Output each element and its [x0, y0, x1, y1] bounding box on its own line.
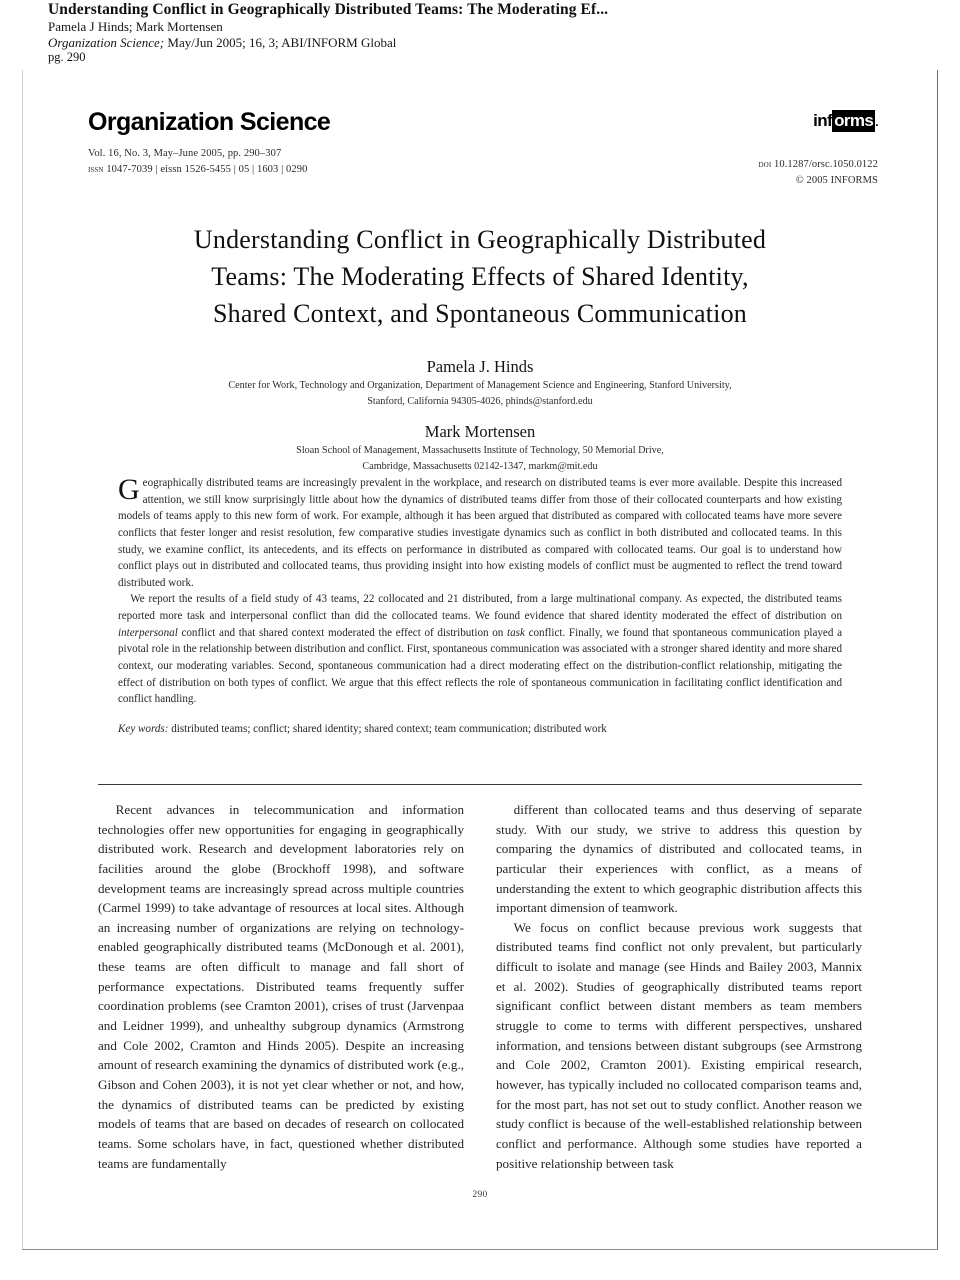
abstract-paragraph-1-text: eographically distributed teams are increasingly prevalent in the workplace, and research on distributed teams is ever more available. Despite this increased attention, we still know surprisingly little about how the dynamics of distributed teams differ from those of their collocated counterparts and how existing models of teams apply to this new form of work. For example, although it has been argued that distributed as compared with collocated teams have more severe conflicts that fester longer and resist resolution, few comparative studies investigate dynamics such as conflict in both distributed and collocated teams. In this study, we examine conflict, its antecedents, and its effects on performance in distributed as compared with collocated teams. Our goal is to understand how conflict plays out in distributed and collocated teams, thus providing insight into how existing models of conflict must be augmented to reflect the trend toward distributed work.	[118, 477, 842, 589]
page-right-rule	[937, 70, 938, 1250]
proquest-source-issue: May/Jun 2005; 16, 3; ABI/INFORM Global	[164, 35, 397, 51]
keywords-label: Key words:	[118, 722, 169, 735]
keywords-value: distributed teams; conflict; shared identity; shared context; team communication; distributed work	[168, 722, 607, 735]
journal-masthead	[88, 110, 878, 189]
issn-value: 1047-7039 | eissn 1526-5455 | 05 | 1603 | 0290	[106, 163, 308, 175]
body-column-right	[496, 800, 862, 1173]
author-entry	[120, 356, 840, 410]
proquest-header	[48, 2, 928, 64]
doi-prefix: doi	[758, 159, 772, 170]
doi-line	[759, 157, 878, 173]
doi-block	[759, 157, 878, 189]
page-left-rule	[22, 70, 23, 1250]
abstract-p2-a: We report the results of a field study of 43 teams, 22 collocated and 21 distributed, from a large multinational company. As expected, the distributed teams reported more task and interpersonal conflict than did the collocated teams. We found evidence that shared identity moderated the effect of distribution on	[118, 593, 842, 623]
proquest-authors: Pamela J Hinds; Mark Mortensen	[48, 18, 223, 34]
journal-name: Organization Science	[88, 108, 331, 136]
abstract-paragraph-1	[118, 475, 842, 591]
proquest-page-label: pg. 290	[48, 49, 86, 64]
body-paragraph: Recent advances in telecommunication and information technologies offer new opportunities for engaging in geographically distributed work. Research and development laboratories rely on facilities around the globe (Brockhoff 1998), and software development teams are increasingly spread across multiple countries (Carmel 1999) to take advantage of resources at local sites. Although an increasing number of organizations are relying on technology-enabled geographically distributed teams (McDonough et al. 2001), these teams are often difficult to manage and fall short of performance expectations. Distributed teams frequently suffer coordination problems (see Cramton 2001), crises of trust (Jarvenpaa and Leidner 1999), and unhealthy subgroup dynamics (Armstrong and Cole 2002, Cramton and Hinds 2005). Despite an increasing amount of research examining the dynamics of distributed work (e.g., Gibson and Cohen 2003), it is not yet clear whether or not, and how, the dynamics of distributed teams can be predicted by existing models of teams that are based on decades of research on collocated teams. Some scholars have, in fact, questioned whether distributed teams are fundamentally	[98, 802, 464, 1171]
abstract-dropcap: G	[118, 473, 140, 506]
body-columns	[98, 800, 862, 1173]
authors-block	[120, 356, 840, 475]
copyright-line: © 2005 INFORMS	[795, 174, 878, 186]
article-title-line-1: Understanding Conflict in Geographically Distributed	[193, 225, 767, 254]
informs-logo-boxed: orms	[834, 111, 874, 130]
abstract-paragraph-2	[118, 591, 842, 707]
proquest-source-journal: Organization Science;	[48, 35, 165, 51]
body-paragraph: different than collocated teams and thus deserving of separate study. With our study, we strive to address this question by comparing the dynamics of distributed and collocated teams, in particular their experiences with conflict, as a means of understanding the extent to which geographic distribution affects this important dimension of teamwork.	[496, 802, 862, 916]
proquest-source	[48, 35, 928, 50]
article-title-line-3: Shared Context, and Spontaneous Communication	[213, 298, 747, 328]
author-affiliation-line: Center for Work, Technology and Organization, Department of Management Science and Engineering, Stanford University,	[228, 380, 732, 392]
author-affiliation-line: Stanford, California 94305-4026, phinds@stanford.edu	[367, 396, 593, 408]
issn-prefix: issn	[88, 163, 104, 175]
body-column-left	[98, 800, 464, 1173]
informs-logo-prefix: inf	[813, 111, 833, 130]
proquest-article-title: Understanding Conflict in Geographically Distributed Teams: The Moderating Ef...	[48, 1, 609, 18]
masthead-right	[759, 110, 878, 189]
doi-value: 10.1287/orsc.1050.0122	[774, 159, 878, 170]
abstract-p2-italic-interpersonal: interpersonal	[118, 626, 178, 639]
body-paragraph: We focus on conflict because previous work suggests that distributed teams find conflict not only prevalent, but particularly difficult to isolate and manage (see Hinds and Bailey 2003, Mannix et al. 2002). Studies of geographically distributed teams report significant conflict between distant members as team members struggle to come to terms with different perspectives, unshared information, and tensions between distant subgroups (see Armstrong and Cole 2002, Cramton 2001). Existing empirical research, however, has typically included no collocated comparison teams and, for the most part, has not set out to study conflict. Another reason we study conflict is because of the well-established relationship between conflict and performance. Although some studies have reported a positive relationship between task	[496, 919, 862, 1171]
author-name: Pamela J. Hinds	[426, 357, 534, 376]
article-title-line-2: Teams: The Moderating Effects of Shared Identity,	[211, 261, 749, 291]
journal-volume-line: Vol. 16, No. 3, May–June 2005, pp. 290–307	[88, 148, 282, 159]
abstract-p2-c: conflict. Finally, we found that spontaneous communication played a pivotal role in the relationship between distribution and conflict. First, spontaneous communication was associated with a stronger shared identity and more shared context, our moderating variables. Second, spontaneous communication had a direct moderating effect on the distribution-conflict relationship, mitigating the effect of distribution on both types of conflict. We argue that this effect reflects the role of spontaneous communication in facilitating conflict identification and conflict handling.	[118, 626, 842, 706]
article-title	[120, 222, 840, 333]
page-bottom-rule	[22, 1249, 938, 1250]
masthead-left	[88, 110, 508, 178]
page-folio: 290	[472, 1190, 488, 1200]
author-entry	[120, 421, 840, 475]
informs-logo-dot: .	[875, 115, 878, 129]
author-affiliation-line: Sloan School of Management, Massachusetts Institute of Technology, 50 Memorial Drive,	[296, 445, 664, 457]
keywords	[118, 721, 842, 737]
abstract-divider-rule	[98, 784, 862, 785]
author-affiliation-line: Cambridge, Massachusetts 02142-1347, markm@mit.edu	[362, 460, 598, 472]
abstract	[118, 475, 842, 737]
author-spacer	[120, 410, 840, 421]
abstract-p2-italic-task: task	[507, 626, 525, 639]
informs-logo	[813, 112, 878, 129]
author-name: Mark Mortensen	[424, 421, 536, 441]
journal-issn-line	[88, 162, 508, 178]
abstract-p2-b: conflict and that shared context moderated the effect of distribution on	[177, 626, 508, 639]
